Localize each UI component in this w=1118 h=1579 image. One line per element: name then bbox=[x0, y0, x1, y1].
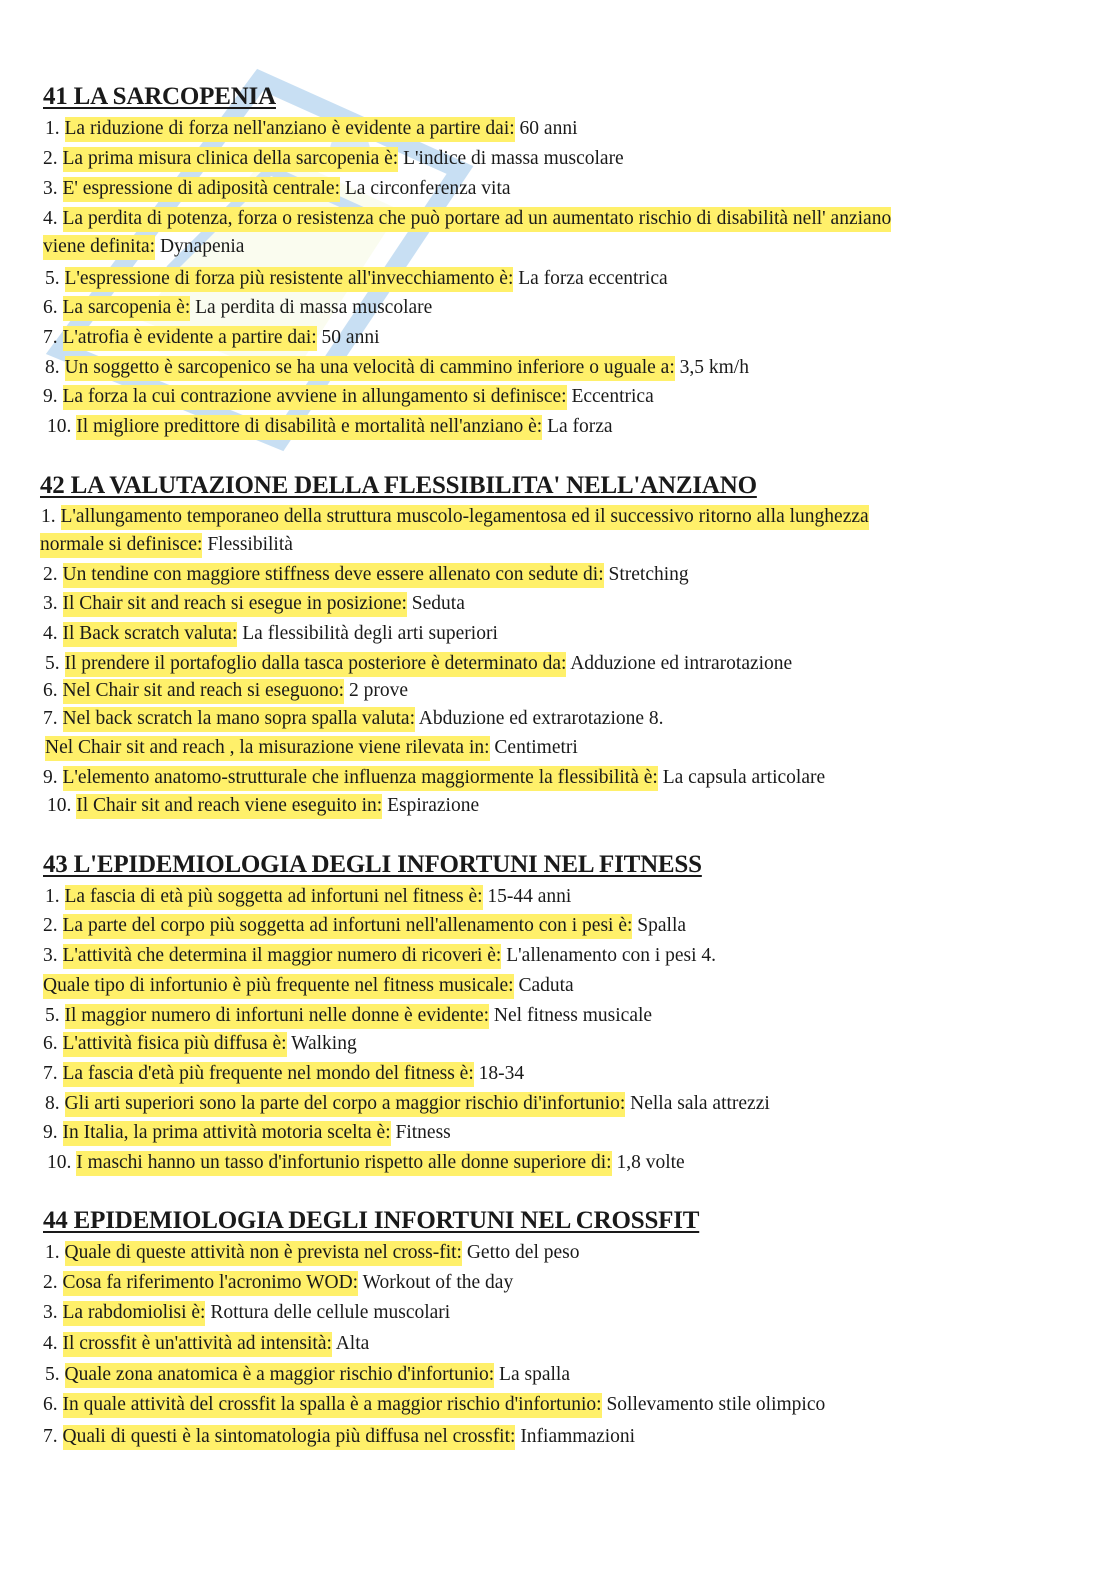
list-item: 2. Cosa fa riferimento l'acronimo WOD: Workout of the day bbox=[43, 1270, 513, 1296]
section-title: 43 L'EPIDEMIOLOGIA DEGLI INFORTUNI NEL FITNESS bbox=[43, 851, 702, 878]
list-item: 3. La rabdomiolisi è: Rottura delle cellule muscolari bbox=[43, 1300, 450, 1326]
list-item: 6. Nel Chair sit and reach si eseguono: 2 prove bbox=[43, 678, 408, 704]
list-item: 2. La prima misura clinica della sarcopenia è: L'indice di massa muscolare bbox=[43, 146, 624, 172]
list-item: 6. In quale attività del crossfit la spalla è a maggior rischio d'infortunio: Sollevamento stile olimpico bbox=[43, 1392, 825, 1418]
list-item-continuation: viene definita: Dynapenia bbox=[43, 234, 244, 260]
list-item: 7. Quali di questi è la sintomatologia più diffusa nel crossfit: Infiammazioni bbox=[43, 1424, 635, 1450]
section-title: 42 LA VALUTAZIONE DELLA FLESSIBILITA' NELL'ANZIANO bbox=[40, 472, 757, 499]
list-item: 5. Il prendere il portafoglio dalla tasca posteriore è determinato da: Adduzione ed intrarotazione bbox=[45, 651, 792, 677]
list-item: 6. L'attività fisica più diffusa è: Walking bbox=[43, 1031, 357, 1057]
section-title: 44 EPIDEMIOLOGIA DEGLI INFORTUNI NEL CROSSFIT bbox=[43, 1207, 700, 1234]
list-item-continuation: normale si definisce: Flessibilità bbox=[40, 532, 293, 558]
list-item: 1. La fascia di età più soggetta ad infortuni nel fitness è: 15-44 anni bbox=[45, 884, 571, 910]
list-item: 3. Il Chair sit and reach si esegue in posizione: Seduta bbox=[43, 591, 465, 617]
list-item: 4. Il crossfit è un'attività ad intensità: Alta bbox=[43, 1331, 369, 1357]
list-item: 5. L'espressione di forza più resistente all'invecchiamento è: La forza eccentrica bbox=[45, 266, 668, 292]
list-item: 3. E' espressione di adiposità centrale: La circonferenza vita bbox=[43, 176, 511, 202]
list-item: 7. La fascia d'età più frequente nel mondo del fitness è: 18-34 bbox=[43, 1061, 524, 1087]
list-item: 9. La forza la cui contrazione avviene in allungamento si definisce: Eccentrica bbox=[43, 384, 654, 410]
section-title: 41 LA SARCOPENIA bbox=[43, 83, 276, 110]
list-item: Quale tipo di infortunio è più frequente nel fitness musicale: Caduta bbox=[43, 973, 574, 999]
list-item: 8. Gli arti superiori sono la parte del corpo a maggior rischio di'infortunio: Nella sala attrezzi bbox=[45, 1091, 770, 1117]
list-item: 5. Il maggior numero di infortuni nelle donne è evidente: Nel fitness musicale bbox=[45, 1003, 652, 1029]
list-item: 5. Quale zona anatomica è a maggior rischio d'infortunio: La spalla bbox=[45, 1362, 570, 1388]
list-item: 1. Quale di queste attività non è prevista nel cross-fit: Getto del peso bbox=[45, 1240, 579, 1266]
list-item: 4. Il Back scratch valuta: La flessibilità degli arti superiori bbox=[43, 621, 498, 647]
list-item: 7. L'atrofia è evidente a partire dai: 50 anni bbox=[43, 325, 380, 351]
list-item: 4. La perdita di potenza, forza o resistenza che può portare ad un aumentato rischio di disabilità nell' anziano bbox=[43, 206, 891, 232]
list-item: 1. La riduzione di forza nell'anziano è evidente a partire dai: 60 anni bbox=[45, 116, 578, 142]
list-item: 9. In Italia, la prima attività motoria scelta è: Fitness bbox=[43, 1120, 451, 1146]
list-item: 7. Nel back scratch la mano sopra spalla valuta: Abduzione ed extrarotazione 8. bbox=[43, 706, 664, 732]
list-item: 10. Il Chair sit and reach viene eseguito in: Espirazione bbox=[47, 793, 479, 819]
list-item: 2. Un tendine con maggiore stiffness deve essere allenato con sedute di: Stretching bbox=[43, 562, 689, 588]
list-item: 1. L'allungamento temporaneo della struttura muscolo-legamentosa ed il successivo ritorno alla lunghezza bbox=[41, 504, 869, 530]
list-item: Nel Chair sit and reach , la misurazione viene rilevata in: Centimetri bbox=[45, 735, 578, 761]
list-item: 2. La parte del corpo più soggetta ad infortuni nell'allenamento con i pesi è: Spalla bbox=[43, 913, 686, 939]
list-item: 8. Un soggetto è sarcopenico se ha una velocità di cammino inferiore o uguale a: 3,5 km/h bbox=[45, 355, 749, 381]
list-item: 9. L'elemento anatomo-strutturale che influenza maggiormente la flessibilità è: La capsula articolare bbox=[43, 765, 825, 791]
list-item: 10. I maschi hanno un tasso d'infortunio rispetto alle donne superiore di: 1,8 volte bbox=[47, 1150, 685, 1176]
list-item: 6. La sarcopenia è: La perdita di massa muscolare bbox=[43, 295, 432, 321]
list-item: 10. Il migliore predittore di disabilità e mortalità nell'anziano è: La forza bbox=[47, 414, 613, 440]
list-item: 3. L'attività che determina il maggior numero di ricoveri è: L'allenamento con i pesi 4. bbox=[43, 943, 716, 969]
